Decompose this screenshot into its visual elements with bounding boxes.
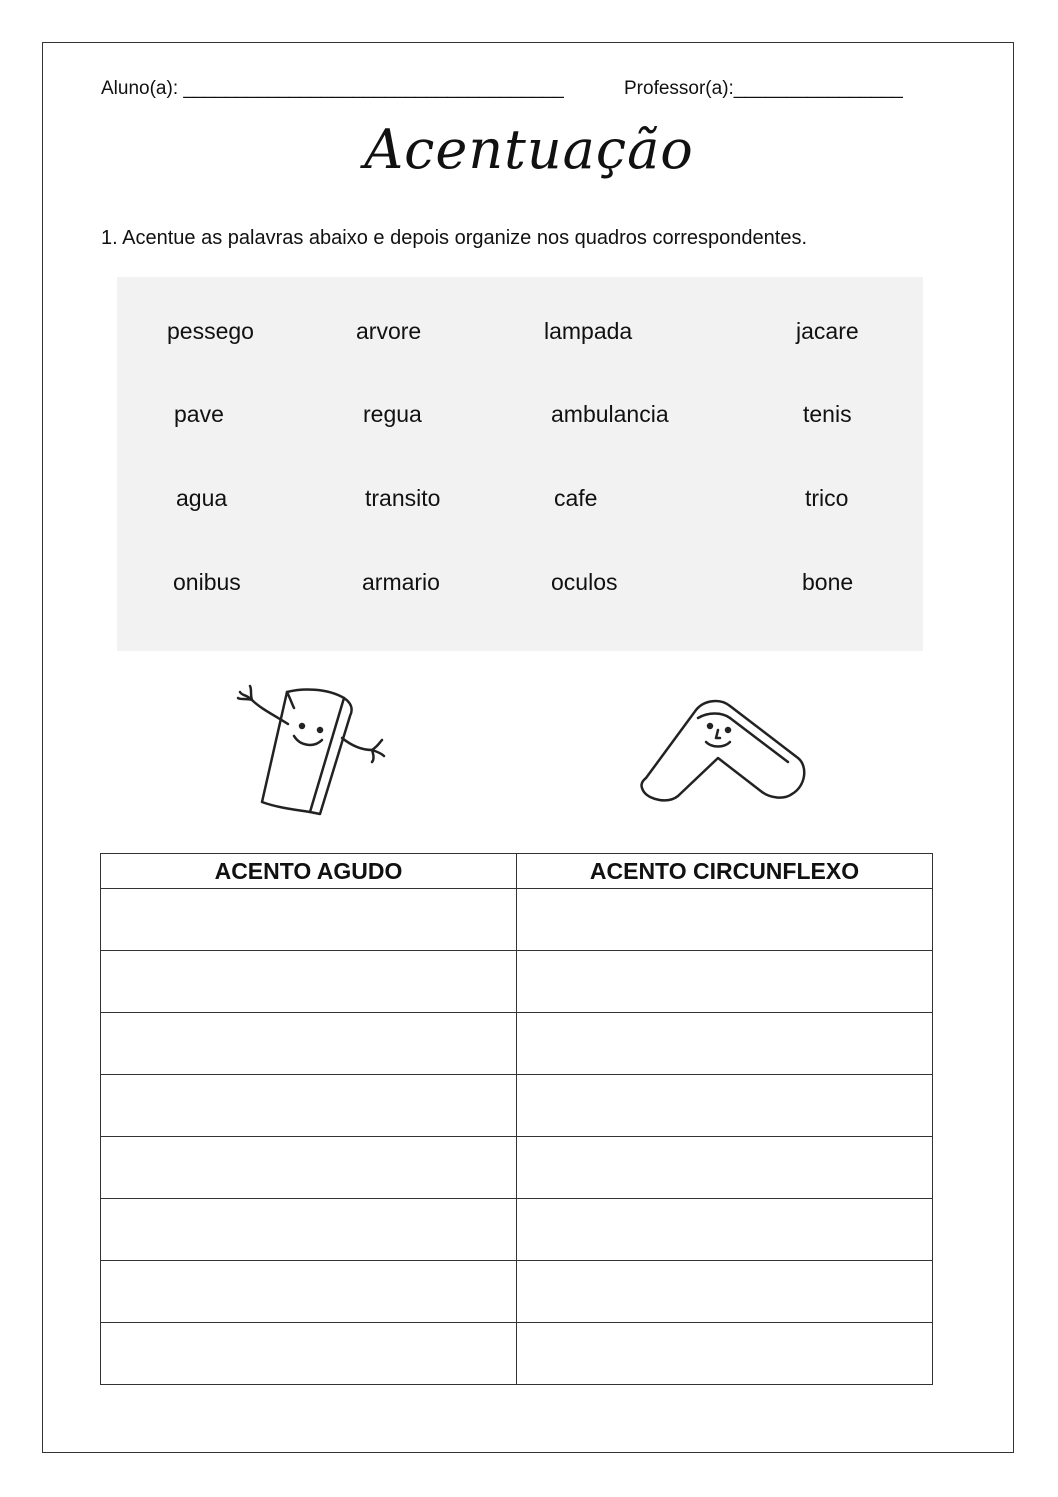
table-row	[101, 1323, 933, 1385]
answer-cell[interactable]	[101, 1261, 517, 1323]
table-row	[101, 1013, 933, 1075]
table-row	[101, 951, 933, 1013]
column-header-acute: ACENTO AGUDO	[101, 854, 517, 889]
answer-cell[interactable]	[101, 951, 517, 1013]
answer-cell[interactable]	[517, 1075, 933, 1137]
acute-accent-mascot-icon	[232, 684, 387, 824]
word-item: jacare	[796, 318, 859, 344]
answer-cell[interactable]	[517, 889, 933, 951]
word-item: pessego	[167, 318, 254, 344]
table-row	[101, 1137, 933, 1199]
word-item: pave	[174, 401, 224, 427]
circumflex-accent-mascot-icon	[638, 696, 808, 806]
answer-cell[interactable]	[517, 1261, 933, 1323]
word-item: cafe	[554, 485, 598, 511]
teacher-name-field[interactable]: Professor(a):________________	[624, 78, 903, 99]
word-item: regua	[363, 401, 422, 427]
page-title: Acentuação	[364, 118, 694, 181]
word-item: transito	[365, 485, 441, 511]
answer-cell[interactable]	[101, 1323, 517, 1385]
answer-cell[interactable]	[517, 1199, 933, 1261]
column-header-circumflex: ACENTO CIRCUNFLEXO	[517, 854, 933, 889]
word-item: trico	[805, 485, 849, 511]
word-item: onibus	[173, 569, 241, 595]
answer-cell[interactable]	[517, 1137, 933, 1199]
answer-cell[interactable]	[101, 889, 517, 951]
word-item: oculos	[551, 569, 618, 595]
table-row	[101, 1261, 933, 1323]
answer-cell[interactable]	[101, 1075, 517, 1137]
student-name-field[interactable]: Aluno(a): ____________________________________	[101, 78, 564, 99]
word-item: tenis	[803, 401, 852, 427]
answer-cell[interactable]	[517, 951, 933, 1013]
word-item: armario	[362, 569, 440, 595]
answer-cell[interactable]	[101, 1199, 517, 1261]
word-item: bone	[802, 569, 854, 595]
word-bank	[117, 277, 923, 651]
word-item: ambulancia	[551, 401, 669, 427]
answer-cell[interactable]	[101, 1137, 517, 1199]
answer-cell[interactable]	[101, 1013, 517, 1075]
word-item: arvore	[356, 318, 422, 344]
answer-cell[interactable]	[517, 1013, 933, 1075]
exercise-instruction: 1. Acentue as palavras abaixo e depois organize nos quadros correspondentes.	[101, 227, 808, 249]
accent-classification-table	[100, 853, 933, 1385]
table-row	[101, 1075, 933, 1137]
word-item: lampada	[544, 318, 633, 344]
table-row	[101, 1199, 933, 1261]
answer-cell[interactable]	[517, 1323, 933, 1385]
word-item: agua	[176, 485, 228, 511]
table-row	[101, 889, 933, 951]
